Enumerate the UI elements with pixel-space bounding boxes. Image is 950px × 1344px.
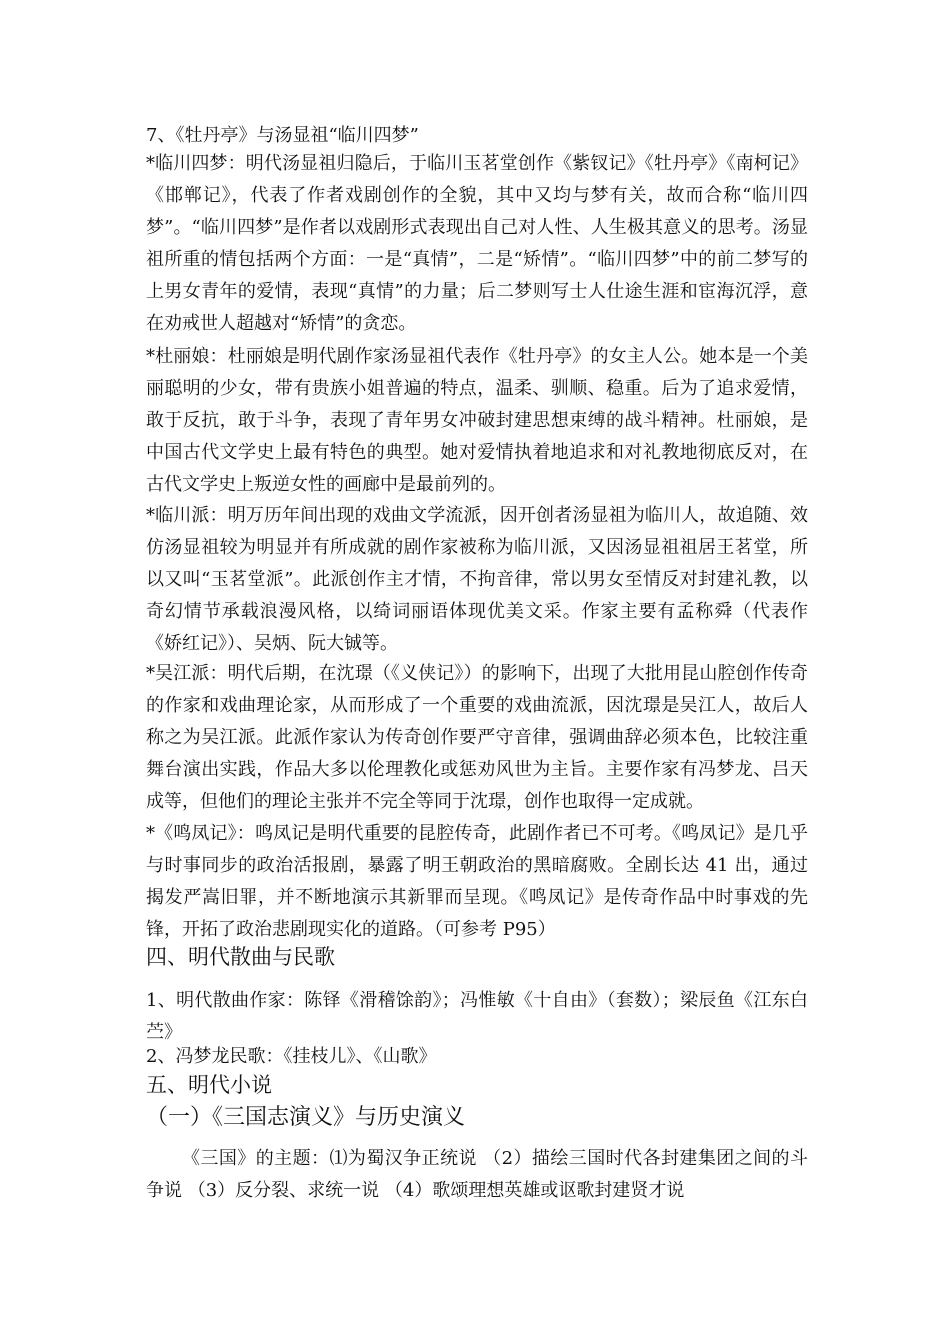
section-5-title: 五、明代小说 [146, 1073, 272, 1097]
item-7-title: 7、《牡丹亭》与汤显祖“临川四梦” [146, 125, 419, 146]
paragraph-minge: 2、冯梦龙民歌：《挂枝儿》、《山歌》 [146, 1046, 437, 1067]
paragraph-mingfeng-ji: *《鸣凤记》：鸣凤记是明代重要的昆腔传奇，此剧作者已不可考。《鸣凤记》是几乎与时事同步的政治活报剧，暴露了明王朝政治的黑暗腐败。全剧长达 41 出，通过揭发严嵩旧罪，并不断地演示其新罪而呈现。《鸣凤记》是传奇作品中时事戏的先锋，开拓了政治悲剧现实化的道路。（可参考 P95） [146, 823, 808, 940]
paragraph-du-liniang: *杜丽娘：杜丽娘是明代剧作家汤显祖代表作《牡丹亭》的女主人公。她本是一个美丽聪明的少女，带有贵族小姐普遍的特点，温柔、驯顺、稳重。后为了追求爱情，敢于反抗，敢于斗争，表现了青年男女冲破封建思想束缚的战斗精神。杜丽娘，是中国古代文学史上最有特色的典型。她对爱情执着地追求和对礼教地彻底反对，在古代文学史上叛逆女性的画廊中是最前列的。 [146, 346, 808, 495]
section-4-title: 四、明代散曲与民歌 [146, 945, 335, 969]
subsection-1-title: （一）《三国志演义》与历史演义 [146, 1105, 466, 1130]
paragraph-wujiang-pai: *吴江派：明代后期，在沈璟（《义侠记》）的影响下，出现了大批用昆山腔创作传奇的作家和戏曲理论家，从而形成了一个重要的戏曲流派，因沈璟是吴江人，故后人称之为吴江派。此派作家认为传奇创作要严守音律，强调曲辞必须本色，比较注重舞台演出实践，作品大多以伦理教化或惩劝风世为主旨。主要作家有冯梦龙、吕天成等，但他们的理论主张并不完全等同于沈璟，创作也取得一定成就。 [146, 663, 808, 812]
paragraph-linchuan-pai: *临川派：明万历年间出现的戏曲文学流派，因开创者汤显祖为临川人，故追随、效仿汤显祖较为明显并有所成就的剧作家被称为临川派，又因汤显祖祖居王茗堂，所以又叫“玉茗堂派”。此派创作主才情，不拘音律，常以男女至情反对封建礼教，以奇幻情节承载浪漫风格，以绮词丽语体现优美文采。作家主要有孟称舜（代表作《娇红记》）、吴炳、阮大铖等。 [146, 505, 808, 654]
paragraph-sanqu: 1、明代散曲作家：陈铎《滑稽馀韵》；冯惟敏《十自由》（套数）；梁辰鱼《江东白苎》 [146, 990, 808, 1043]
paragraph-linchuan-simeng: *临川四梦：明代汤显祖归隐后，于临川玉茗堂创作《紫钗记》《牡丹亭》《南柯记》《邯郸记》，代表了作者戏剧创作的全貌，其中又均与梦有关，故而合称“临川四梦”。“临川四梦”是作者以戏剧形式表现出自己对人性、人生极其意义的思考。汤显祖所重的情包括两个方面：一是“真情”，二是“矫情”。“临川四梦”中的前二梦写的上男女青年的爱情，表现“真情”的力量；后二梦则写士人仕途生涯和宦海沉浮，意在劝戒世人超越对“矫情”的贪恋。 [146, 153, 808, 334]
paragraph-sanguo-theme: 《三国》的主题：⑴为蜀汉争正统说 （2）描绘三国时代各封建集团之间的斗争说 （3）反分裂、求统一说 （4）歌颂理想英雄或讴歌封建贤才说 [146, 1148, 808, 1201]
